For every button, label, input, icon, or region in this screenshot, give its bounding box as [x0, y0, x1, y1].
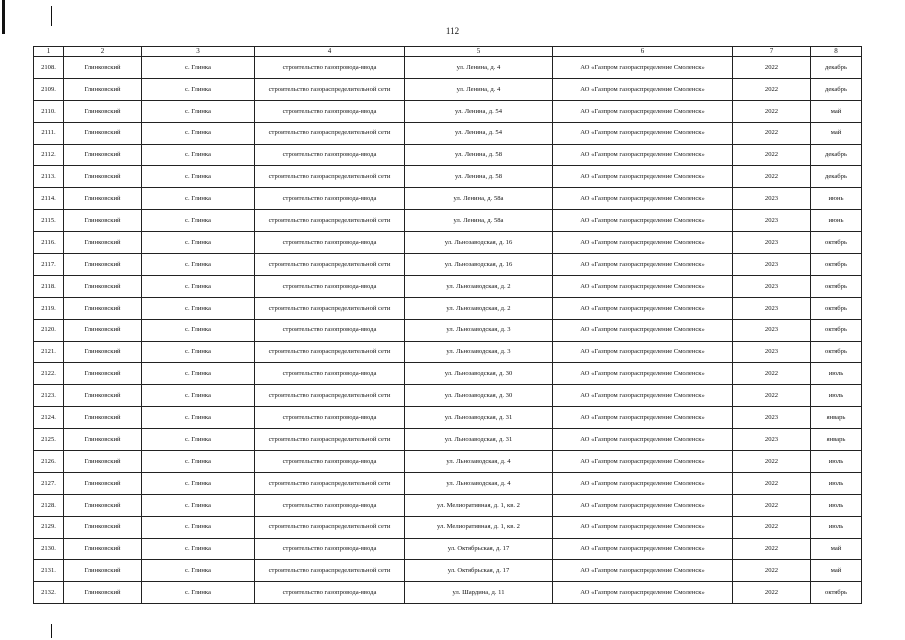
address-cell: ул. Льнозаводская, д. 2 — [405, 297, 553, 319]
month-cell: январь — [811, 429, 862, 451]
row-number-cell: 2123. — [34, 385, 64, 407]
district-cell: Глинковский — [64, 275, 142, 297]
settlement-cell: с. Глинка — [142, 407, 255, 429]
address-cell: ул. Октябрьская, д. 17 — [405, 538, 553, 560]
district-cell: Глинковский — [64, 100, 142, 122]
row-number-cell: 2126. — [34, 451, 64, 473]
table-row — [34, 472, 862, 494]
address-cell: ул. Льнозаводская, д. 3 — [405, 341, 553, 363]
page-number: 112 — [445, 26, 460, 36]
work-type-cell: строительство газопровода-ввода — [255, 100, 405, 122]
organization-cell: АО «Газпром газораспределение Смоленск» — [553, 494, 733, 516]
month-cell: октябрь — [811, 275, 862, 297]
year-cell: 2022 — [733, 538, 811, 560]
district-cell: Глинковский — [64, 78, 142, 100]
work-type-cell: строительство газораспределительной сети — [255, 122, 405, 144]
year-cell: 2023 — [733, 407, 811, 429]
work-type-cell: строительство газораспределительной сети — [255, 385, 405, 407]
organization-cell: АО «Газпром газораспределение Смоленск» — [553, 166, 733, 188]
organization-cell: АО «Газпром газораспределение Смоленск» — [553, 560, 733, 582]
address-cell: ул. Ленина, д. 54 — [405, 100, 553, 122]
column-number: 3 — [142, 47, 255, 57]
address-cell: ул. Ленина, д. 4 — [405, 57, 553, 79]
district-cell: Глинковский — [64, 494, 142, 516]
organization-cell: АО «Газпром газораспределение Смоленск» — [553, 210, 733, 232]
month-cell: июль — [811, 363, 862, 385]
month-cell: декабрь — [811, 78, 862, 100]
month-cell: октябрь — [811, 319, 862, 341]
table-row — [34, 538, 862, 560]
settlement-cell: с. Глинка — [142, 494, 255, 516]
address-cell: ул. Мелиоративная, д. 1, кв. 2 — [405, 494, 553, 516]
district-cell: Глинковский — [64, 188, 142, 210]
row-number-cell: 2132. — [34, 582, 64, 604]
address-cell: ул. Ленина, д. 54 — [405, 122, 553, 144]
address-cell: ул. Льнозаводская, д. 16 — [405, 254, 553, 276]
column-number-row — [34, 47, 862, 57]
address-cell: ул. Ленина, д. 58а — [405, 210, 553, 232]
month-cell: июль — [811, 385, 862, 407]
settlement-cell: с. Глинка — [142, 188, 255, 210]
table-row — [34, 100, 862, 122]
month-cell: июнь — [811, 188, 862, 210]
district-cell: Глинковский — [64, 57, 142, 79]
table-row — [34, 275, 862, 297]
address-cell: ул. Льнозаводская, д. 30 — [405, 363, 553, 385]
table-row — [34, 385, 862, 407]
column-number: 4 — [255, 47, 405, 57]
organization-cell: АО «Газпром газораспределение Смоленск» — [553, 122, 733, 144]
row-number-cell: 2120. — [34, 319, 64, 341]
table-row — [34, 516, 862, 538]
settlement-cell: с. Глинка — [142, 538, 255, 560]
work-type-cell: строительство газопровода-ввода — [255, 188, 405, 210]
district-cell: Глинковский — [64, 429, 142, 451]
settlement-cell: с. Глинка — [142, 560, 255, 582]
month-cell: май — [811, 122, 862, 144]
year-cell: 2022 — [733, 516, 811, 538]
work-type-cell: строительство газопровода-ввода — [255, 538, 405, 560]
settlement-cell: с. Глинка — [142, 516, 255, 538]
month-cell: октябрь — [811, 297, 862, 319]
row-number-cell: 2118. — [34, 275, 64, 297]
row-number-cell: 2117. — [34, 254, 64, 276]
organization-cell: АО «Газпром газораспределение Смоленск» — [553, 363, 733, 385]
row-number-cell: 2124. — [34, 407, 64, 429]
settlement-cell: с. Глинка — [142, 472, 255, 494]
work-type-cell: строительство газопровода-ввода — [255, 363, 405, 385]
work-type-cell: строительство газопровода-ввода — [255, 144, 405, 166]
register-table — [33, 46, 862, 604]
work-type-cell: строительство газораспределительной сети — [255, 210, 405, 232]
row-number-cell: 2114. — [34, 188, 64, 210]
row-number-cell: 2122. — [34, 363, 64, 385]
settlement-cell: с. Глинка — [142, 297, 255, 319]
organization-cell: АО «Газпром газораспределение Смоленск» — [553, 451, 733, 473]
month-cell: май — [811, 538, 862, 560]
table-row — [34, 363, 862, 385]
settlement-cell: с. Глинка — [142, 144, 255, 166]
row-number-cell: 2115. — [34, 210, 64, 232]
district-cell: Глинковский — [64, 472, 142, 494]
district-cell: Глинковский — [64, 538, 142, 560]
row-number-cell: 2113. — [34, 166, 64, 188]
work-type-cell: строительство газопровода-ввода — [255, 275, 405, 297]
year-cell: 2022 — [733, 472, 811, 494]
organization-cell: АО «Газпром газораспределение Смоленск» — [553, 516, 733, 538]
year-cell: 2023 — [733, 319, 811, 341]
address-cell: ул. Ленина, д. 58 — [405, 166, 553, 188]
work-type-cell: строительство газораспределительной сети — [255, 78, 405, 100]
district-cell: Глинковский — [64, 319, 142, 341]
year-cell: 2023 — [733, 210, 811, 232]
row-number-cell: 2112. — [34, 144, 64, 166]
month-cell: июль — [811, 451, 862, 473]
table-row — [34, 232, 862, 254]
work-type-cell: строительство газопровода-ввода — [255, 494, 405, 516]
district-cell: Глинковский — [64, 341, 142, 363]
month-cell: октябрь — [811, 254, 862, 276]
organization-cell: АО «Газпром газораспределение Смоленск» — [553, 429, 733, 451]
settlement-cell: с. Глинка — [142, 451, 255, 473]
address-cell: ул. Шардина, д. 11 — [405, 582, 553, 604]
address-cell: ул. Льнозаводская, д. 30 — [405, 385, 553, 407]
year-cell: 2022 — [733, 57, 811, 79]
month-cell: июль — [811, 516, 862, 538]
address-cell: ул. Льнозаводская, д. 16 — [405, 232, 553, 254]
work-type-cell: строительство газораспределительной сети — [255, 560, 405, 582]
district-cell: Глинковский — [64, 144, 142, 166]
organization-cell: АО «Газпром газораспределение Смоленск» — [553, 385, 733, 407]
work-type-cell: строительство газопровода-ввода — [255, 319, 405, 341]
table-row — [34, 254, 862, 276]
month-cell: декабрь — [811, 57, 862, 79]
table-row — [34, 407, 862, 429]
table-row — [34, 297, 862, 319]
work-type-cell: строительство газопровода-ввода — [255, 582, 405, 604]
organization-cell: АО «Газпром газораспределение Смоленск» — [553, 100, 733, 122]
month-cell: июль — [811, 472, 862, 494]
settlement-cell: с. Глинка — [142, 385, 255, 407]
address-cell: ул. Ленина, д. 58а — [405, 188, 553, 210]
district-cell: Глинковский — [64, 297, 142, 319]
work-type-cell: строительство газопровода-ввода — [255, 232, 405, 254]
table-row — [34, 144, 862, 166]
table-row — [34, 560, 862, 582]
organization-cell: АО «Газпром газораспределение Смоленск» — [553, 341, 733, 363]
work-type-cell: строительство газораспределительной сети — [255, 341, 405, 363]
row-number-cell: 2108. — [34, 57, 64, 79]
month-cell: июнь — [811, 210, 862, 232]
table-row — [34, 429, 862, 451]
settlement-cell: с. Глинка — [142, 210, 255, 232]
organization-cell: АО «Газпром газораспределение Смоленск» — [553, 407, 733, 429]
row-number-cell: 2127. — [34, 472, 64, 494]
month-cell: июль — [811, 494, 862, 516]
binding-mark-side — [51, 6, 52, 26]
table-row — [34, 341, 862, 363]
column-number: 6 — [553, 47, 733, 57]
year-cell: 2022 — [733, 560, 811, 582]
row-number-cell: 2125. — [34, 429, 64, 451]
address-cell: ул. Октябрьская, д. 17 — [405, 560, 553, 582]
year-cell: 2023 — [733, 188, 811, 210]
register-body — [34, 57, 862, 604]
column-number: 7 — [733, 47, 811, 57]
month-cell: январь — [811, 407, 862, 429]
table-row — [34, 122, 862, 144]
row-number-cell: 2110. — [34, 100, 64, 122]
address-cell: ул. Льнозаводская, д. 31 — [405, 407, 553, 429]
district-cell: Глинковский — [64, 363, 142, 385]
settlement-cell: с. Глинка — [142, 78, 255, 100]
column-number: 2 — [64, 47, 142, 57]
settlement-cell: с. Глинка — [142, 57, 255, 79]
organization-cell: АО «Газпром газораспределение Смоленск» — [553, 297, 733, 319]
address-cell: ул. Льнозаводская, д. 31 — [405, 429, 553, 451]
organization-cell: АО «Газпром газораспределение Смоленск» — [553, 472, 733, 494]
binding-mark-bottom — [51, 624, 52, 638]
year-cell: 2022 — [733, 363, 811, 385]
address-cell: ул. Ленина, д. 58 — [405, 144, 553, 166]
work-type-cell: строительство газопровода-ввода — [255, 57, 405, 79]
work-type-cell: строительство газораспределительной сети — [255, 516, 405, 538]
row-number-cell: 2128. — [34, 494, 64, 516]
year-cell: 2022 — [733, 385, 811, 407]
organization-cell: АО «Газпром газораспределение Смоленск» — [553, 254, 733, 276]
organization-cell: АО «Газпром газораспределение Смоленск» — [553, 582, 733, 604]
organization-cell: АО «Газпром газораспределение Смоленск» — [553, 78, 733, 100]
settlement-cell: с. Глинка — [142, 582, 255, 604]
address-cell: ул. Льнозаводская, д. 4 — [405, 472, 553, 494]
table-row — [34, 57, 862, 79]
table-row — [34, 210, 862, 232]
district-cell: Глинковский — [64, 210, 142, 232]
year-cell: 2022 — [733, 122, 811, 144]
row-number-cell: 2111. — [34, 122, 64, 144]
year-cell: 2023 — [733, 232, 811, 254]
work-type-cell: строительство газораспределительной сети — [255, 429, 405, 451]
organization-cell: АО «Газпром газораспределение Смоленск» — [553, 319, 733, 341]
work-type-cell: строительство газораспределительной сети — [255, 472, 405, 494]
settlement-cell: с. Глинка — [142, 122, 255, 144]
district-cell: Глинковский — [64, 560, 142, 582]
year-cell: 2023 — [733, 429, 811, 451]
year-cell: 2022 — [733, 144, 811, 166]
row-number-cell: 2130. — [34, 538, 64, 560]
year-cell: 2022 — [733, 494, 811, 516]
organization-cell: АО «Газпром газораспределение Смоленск» — [553, 144, 733, 166]
settlement-cell: с. Глинка — [142, 319, 255, 341]
settlement-cell: с. Глинка — [142, 166, 255, 188]
year-cell: 2023 — [733, 275, 811, 297]
year-cell: 2022 — [733, 582, 811, 604]
table-row — [34, 451, 862, 473]
address-cell: ул. Льнозаводская, д. 4 — [405, 451, 553, 473]
settlement-cell: с. Глинка — [142, 232, 255, 254]
table-row — [34, 582, 862, 604]
table-row — [34, 188, 862, 210]
column-number: 8 — [811, 47, 862, 57]
work-type-cell: строительство газопровода-ввода — [255, 407, 405, 429]
month-cell: декабрь — [811, 144, 862, 166]
district-cell: Глинковский — [64, 166, 142, 188]
row-number-cell: 2116. — [34, 232, 64, 254]
organization-cell: АО «Газпром газораспределение Смоленск» — [553, 232, 733, 254]
work-type-cell: строительство газораспределительной сети — [255, 297, 405, 319]
month-cell: октябрь — [811, 232, 862, 254]
settlement-cell: с. Глинка — [142, 100, 255, 122]
settlement-cell: с. Глинка — [142, 429, 255, 451]
year-cell: 2023 — [733, 341, 811, 363]
settlement-cell: с. Глинка — [142, 363, 255, 385]
column-number: 5 — [405, 47, 553, 57]
address-cell: ул. Льнозаводская, д. 2 — [405, 275, 553, 297]
month-cell: декабрь — [811, 166, 862, 188]
row-number-cell: 2131. — [34, 560, 64, 582]
month-cell: октябрь — [811, 582, 862, 604]
district-cell: Глинковский — [64, 451, 142, 473]
year-cell: 2022 — [733, 78, 811, 100]
district-cell: Глинковский — [64, 254, 142, 276]
settlement-cell: с. Глинка — [142, 254, 255, 276]
month-cell: май — [811, 560, 862, 582]
table-row — [34, 78, 862, 100]
organization-cell: АО «Газпром газораспределение Смоленск» — [553, 57, 733, 79]
month-cell: октябрь — [811, 341, 862, 363]
year-cell: 2022 — [733, 166, 811, 188]
district-cell: Глинковский — [64, 582, 142, 604]
year-cell: 2022 — [733, 451, 811, 473]
district-cell: Глинковский — [64, 407, 142, 429]
settlement-cell: с. Глинка — [142, 341, 255, 363]
organization-cell: АО «Газпром газораспределение Смоленск» — [553, 188, 733, 210]
year-cell: 2023 — [733, 297, 811, 319]
district-cell: Глинковский — [64, 232, 142, 254]
work-type-cell: строительство газопровода-ввода — [255, 451, 405, 473]
row-number-cell: 2121. — [34, 341, 64, 363]
address-cell: ул. Мелиоративная, д. 1, кв. 2 — [405, 516, 553, 538]
row-number-cell: 2119. — [34, 297, 64, 319]
work-type-cell: строительство газораспределительной сети — [255, 254, 405, 276]
work-type-cell: строительство газораспределительной сети — [255, 166, 405, 188]
year-cell: 2023 — [733, 254, 811, 276]
month-cell: май — [811, 100, 862, 122]
district-cell: Глинковский — [64, 516, 142, 538]
column-number: 1 — [34, 47, 64, 57]
district-cell: Глинковский — [64, 385, 142, 407]
organization-cell: АО «Газпром газораспределение Смоленск» — [553, 538, 733, 560]
organization-cell: АО «Газпром газораспределение Смоленск» — [553, 275, 733, 297]
row-number-cell: 2129. — [34, 516, 64, 538]
row-number-cell: 2109. — [34, 78, 64, 100]
settlement-cell: с. Глинка — [142, 275, 255, 297]
table-row — [34, 319, 862, 341]
table-row — [34, 166, 862, 188]
district-cell: Глинковский — [64, 122, 142, 144]
table-row — [34, 494, 862, 516]
address-cell: ул. Льнозаводская, д. 3 — [405, 319, 553, 341]
address-cell: ул. Ленина, д. 4 — [405, 78, 553, 100]
year-cell: 2022 — [733, 100, 811, 122]
